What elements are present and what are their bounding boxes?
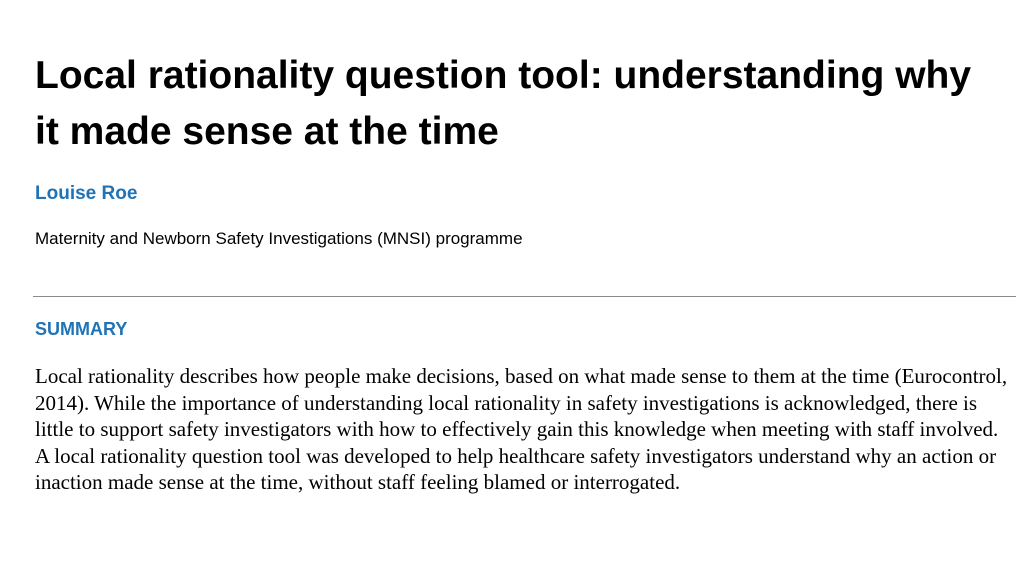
section-divider	[33, 296, 1016, 297]
summary-heading: SUMMARY	[35, 319, 128, 339]
author-name: Louise Roe	[35, 183, 138, 204]
article-title: Local rationality question tool: understanding why it made sense at the time	[35, 54, 972, 153]
summary-paragraph: Local rationality describes how people make decisions, based on what made sense to them at the time (Eurocontrol, 2014). While the importance of understanding local rationality in safety investigations is acknowledged, there is little to support safety investigators with how to effectively gain this knowledge when meeting with staff involved. A local rationality question tool was developed to help healthcare safety investigators understand why an action or inaction made sense at the time, without staff feeling blamed or interrogated.	[35, 364, 1008, 494]
author-affiliation: Maternity and Newborn Safety Investigations (MNSI) programme	[35, 229, 523, 248]
